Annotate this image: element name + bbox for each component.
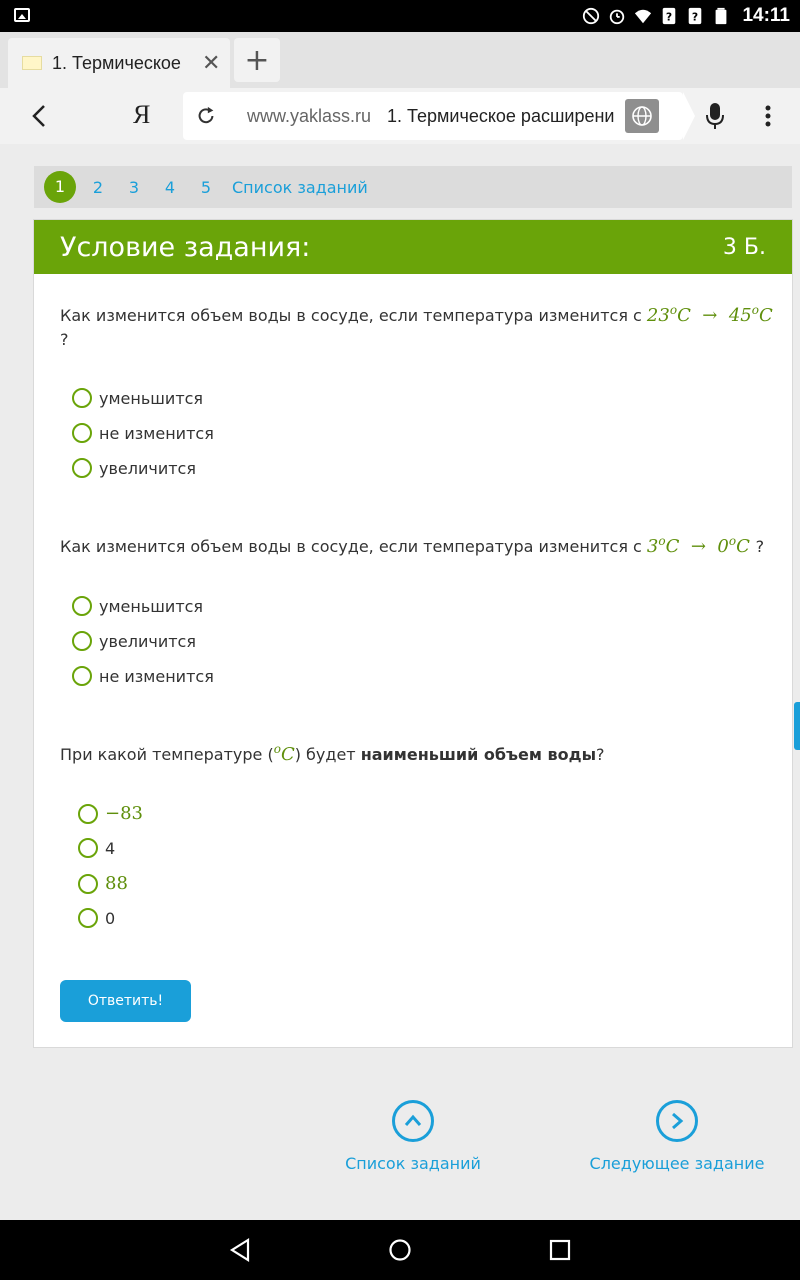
math-expression: 23$^o$C → 45$^o$C bbox=[646, 303, 773, 326]
task-points: 3 Б. bbox=[722, 234, 766, 260]
radio-button[interactable] bbox=[78, 838, 98, 858]
question-text: Как изменится объем воды в сосуде, если температура изменится с bbox=[60, 306, 642, 325]
browser-tab[interactable] bbox=[8, 38, 230, 88]
android-nav-bar bbox=[0, 1220, 800, 1280]
q3-option-3[interactable]: 88 bbox=[78, 873, 128, 894]
home-nav-icon[interactable] bbox=[388, 1238, 412, 1262]
clock: 14:11 bbox=[742, 5, 790, 26]
browser-toolbar bbox=[0, 88, 800, 144]
microphone-icon[interactable] bbox=[703, 100, 727, 132]
q3-option-4[interactable]: 0 bbox=[78, 908, 115, 928]
back-nav-icon[interactable] bbox=[228, 1238, 252, 1262]
page-link-3[interactable]: 3 bbox=[128, 177, 140, 197]
status-bar bbox=[0, 0, 800, 32]
scroll-handle[interactable] bbox=[794, 702, 800, 750]
question-1 bbox=[60, 298, 780, 352]
chevron-right-icon[interactable] bbox=[656, 1100, 698, 1142]
page-link-1[interactable]: 1 bbox=[44, 171, 76, 203]
reload-icon[interactable] bbox=[195, 105, 217, 127]
radio-button[interactable] bbox=[72, 666, 92, 686]
question-end: ? bbox=[60, 330, 69, 349]
page-link-5[interactable]: 5 bbox=[200, 177, 212, 197]
close-icon[interactable]: ✕ bbox=[202, 50, 221, 76]
q2-option-3[interactable]: не изменится bbox=[72, 666, 214, 686]
task-header bbox=[34, 220, 792, 274]
q1-option-3[interactable]: увеличится bbox=[72, 458, 196, 478]
task-list-nav[interactable] bbox=[346, 1100, 480, 1173]
math-expression: 3$^o$C → 0$^o$C bbox=[646, 534, 750, 557]
q1-option-2[interactable]: не изменится bbox=[72, 423, 214, 443]
unknown-sim-icon bbox=[686, 7, 704, 25]
q3-option-2[interactable]: 4 bbox=[78, 838, 115, 858]
tab-strip bbox=[0, 32, 800, 88]
radio-button[interactable] bbox=[72, 458, 92, 478]
next-task-nav-label[interactable]: Следующее задание bbox=[589, 1154, 765, 1173]
url-page-title: 1. Термическое расширени bbox=[387, 106, 615, 126]
question-2 bbox=[60, 529, 780, 559]
svg-text:?: ? bbox=[692, 10, 699, 24]
image-icon bbox=[14, 8, 30, 22]
q3-option-1[interactable]: −83 bbox=[78, 803, 143, 824]
q1-option-1[interactable]: уменьшится bbox=[72, 388, 203, 408]
radio-button[interactable] bbox=[72, 596, 92, 616]
back-icon[interactable] bbox=[24, 100, 56, 132]
radio-button[interactable] bbox=[78, 874, 98, 894]
radio-button[interactable] bbox=[78, 804, 98, 824]
page-link-4[interactable]: 4 bbox=[164, 177, 176, 197]
question-text: Как изменится объем воды в сосуде, если температура изменится с bbox=[60, 537, 642, 556]
math-expression: $^o$C bbox=[273, 742, 295, 765]
q2-option-1[interactable]: уменьшится bbox=[72, 596, 203, 616]
page-link-2[interactable]: 2 bbox=[92, 177, 104, 197]
url-domain: www.yaklass.ru bbox=[247, 106, 372, 126]
yandex-logo[interactable]: Я bbox=[133, 100, 151, 129]
globe-icon[interactable] bbox=[625, 99, 659, 133]
task-list-nav-label[interactable]: Список заданий bbox=[345, 1154, 481, 1173]
favicon-icon bbox=[22, 56, 42, 70]
more-menu-icon[interactable] bbox=[760, 100, 776, 132]
task-pager bbox=[34, 166, 792, 208]
battery-icon bbox=[712, 7, 730, 25]
task-list-link[interactable]: Список заданий bbox=[232, 177, 368, 197]
alarm-icon bbox=[608, 7, 626, 25]
answer-button[interactable]: Ответить! bbox=[60, 980, 191, 1022]
radio-button[interactable] bbox=[72, 423, 92, 443]
address-bar[interactable] bbox=[183, 92, 683, 140]
radio-button[interactable] bbox=[78, 908, 98, 928]
radio-button[interactable] bbox=[72, 631, 92, 651]
q2-option-2[interactable]: увеличится bbox=[72, 631, 196, 651]
unknown-sim-icon bbox=[660, 7, 678, 25]
question-3: При какой температуре ($^o$C) будет наименьший объем воды? bbox=[60, 742, 605, 765]
question-end: ? bbox=[755, 537, 765, 556]
task-card bbox=[33, 219, 793, 1048]
task-header-title: Условие задания: bbox=[60, 231, 311, 263]
next-task-nav[interactable] bbox=[589, 1100, 765, 1173]
emphasis-text: наименьший объем воды bbox=[360, 745, 597, 764]
radio-button[interactable] bbox=[72, 388, 92, 408]
recents-nav-icon[interactable] bbox=[549, 1239, 571, 1261]
new-tab-button[interactable]: + bbox=[234, 38, 280, 82]
tab-title: 1. Термическое bbox=[52, 52, 181, 73]
no-disturb-icon bbox=[582, 7, 600, 25]
wifi-icon bbox=[634, 7, 652, 25]
chevron-up-icon[interactable] bbox=[392, 1100, 434, 1142]
svg-text:?: ? bbox=[666, 10, 673, 24]
